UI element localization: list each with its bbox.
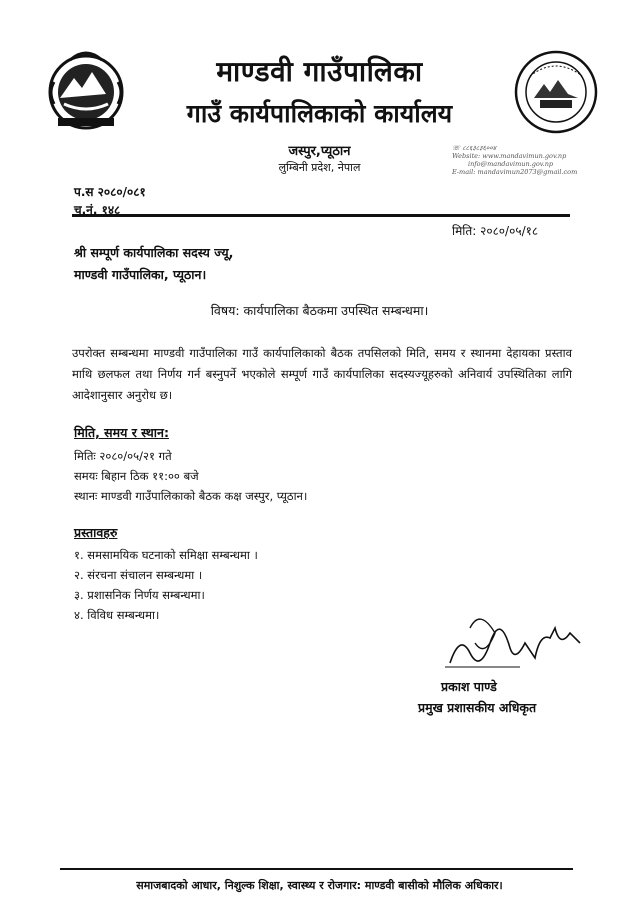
meeting-heading: मिति, समय र स्थान: xyxy=(74,425,169,440)
website: Website: www.mandavimun.gov.np xyxy=(452,152,567,160)
org-name: माण्डवी गाउँपालिका xyxy=(216,55,423,88)
proposals-list xyxy=(74,545,258,625)
reference-ps: प.स २०८०/०८१ xyxy=(74,185,146,199)
proposal-item: ३. प्रशासनिक निर्णय सम्बन्धमा। xyxy=(74,588,205,602)
body-paragraph: उपरोक्त सम्बन्धमा माण्डवी गाउँपालिका गाउँ कार्यपालिकाको बैठक तपसिलको मिति, समय र स्थानमा देहायका प्रस्ताव माथि छलफल तथा निर्णय गर्न बस्नुपर्ने भएकोले सम्पूर्ण गाउँ कार्यपालिका सदस्यज्यूहरुको अनिवार्य उपस्थितिका लागि आदेशानुसार अनुरोध छ। xyxy=(72,346,572,402)
email-line xyxy=(452,168,577,176)
meeting-details xyxy=(74,446,307,506)
recipient-block xyxy=(74,242,233,286)
handwritten-signature xyxy=(440,603,590,673)
signer-name: प्रकाश पाण्डे xyxy=(441,679,497,694)
meeting-date: मितिः २०८०/०५/२१ गते xyxy=(74,449,172,463)
office-name: गाउँ कार्यपालिकाको कार्यालय xyxy=(186,99,453,128)
recipient-line-1: श्री सम्पूर्ण कार्यपालिका सदस्य ज्यू, xyxy=(74,245,234,260)
meeting-time: समयः बिहान ठिक ११:०० बजे xyxy=(74,469,199,483)
footer-divider xyxy=(60,868,573,870)
footer-slogan: समाजबादको आधार, निशुल्क शिक्षा, स्वास्थ्य र रोजगार: माण्डवी बासीको मौलिक अधिकार। xyxy=(136,879,503,892)
reference-chn: च.नं. १४८ xyxy=(74,203,121,217)
phone-number: ☏ ८८६३८३६००४ xyxy=(452,144,496,152)
email-label: E-mail: xyxy=(452,168,476,176)
letter-date: मिति: २०८०/०५/१८ xyxy=(452,224,539,238)
contact-block xyxy=(452,144,577,176)
meeting-place: स्थानः माण्डवी गाउँपालिकाको बैठक कक्ष जस्पुर, प्यूठान। xyxy=(74,489,308,503)
email-primary: info@mandavimun.gov.np xyxy=(468,160,554,168)
subject-line: विषय: कार्यपालिका बैठकमा उपस्थित सम्बन्धमा। xyxy=(210,303,429,318)
proposal-item: १. समसामयिक घटनाको समिक्षा सम्बन्धमा । xyxy=(74,548,258,562)
address-line-2: लुम्बिनी प्रदेश, नेपाल xyxy=(278,161,361,174)
address-line-1: जस्पुर,प्यूठान xyxy=(288,144,351,159)
email-secondary: mandavimun2073@gmail.com xyxy=(477,168,578,176)
signer-title: प्रमुख प्रशासकीय अधिकृत xyxy=(418,700,537,715)
proposal-item: २. संरचना संचालन सम्बन्धमा । xyxy=(74,568,203,582)
header-divider xyxy=(72,214,570,217)
proposals-heading: प्रस्तावहरु xyxy=(74,525,118,540)
recipient-line-2: माण्डवी गाउँपालिका, प्यूठान। xyxy=(74,267,207,282)
proposal-item: ४. विविध सम्बन्धमा। xyxy=(74,608,160,622)
